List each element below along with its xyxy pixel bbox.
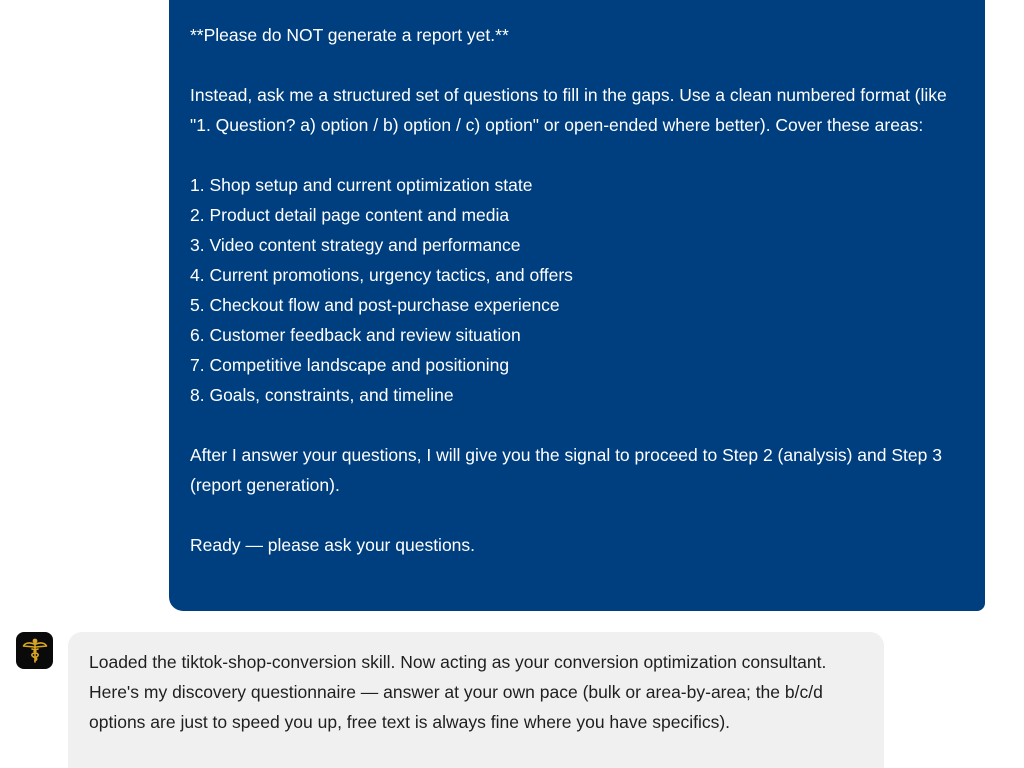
- list-item: 7. Competitive landscape and positioning: [190, 355, 510, 375]
- user-message-line: After I answer your questions, I will give you the signal to proceed to Step 2 (analysis) and Step 3 (report generation).: [190, 445, 947, 495]
- assistant-message-bubble: [68, 632, 884, 768]
- list-item: 8. Goals, constraints, and timeline: [190, 385, 454, 405]
- list-item: 4. Current promotions, urgency tactics, and offers: [190, 265, 573, 285]
- caduceus-icon: [21, 637, 49, 665]
- assistant-avatar: [16, 632, 53, 669]
- user-message-line: Ready — please ask your questions.: [190, 535, 476, 555]
- areas-list: [190, 170, 965, 410]
- list-item: 3. Video content strategy and performance: [190, 235, 521, 255]
- user-message-line: **Please do NOT generate a report yet.**: [190, 25, 509, 45]
- list-item: 2. Product detail page content and media: [190, 205, 510, 225]
- user-message-line: Instead, ask me a structured set of questions to fill in the gaps. Use a clean numbered format (like "1. Question? a) option / b) option / c) option" or open-ended where better). Cover these areas:: [190, 85, 952, 135]
- user-message-bubble: [169, 0, 985, 611]
- list-item: 5. Checkout flow and post-purchase experience: [190, 295, 560, 315]
- list-item: 6. Customer feedback and review situation: [190, 325, 521, 345]
- assistant-message-text: Loaded the tiktok-shop-conversion skill. Now acting as your conversion optimization consultant. Here's my discovery questionnaire — answer at your own pace (bulk or area-by-area; the b/c/d options are just to speed you up, free text is always fine where you have specifics).: [89, 652, 827, 732]
- list-item: 1. Shop setup and current optimization state: [190, 175, 533, 195]
